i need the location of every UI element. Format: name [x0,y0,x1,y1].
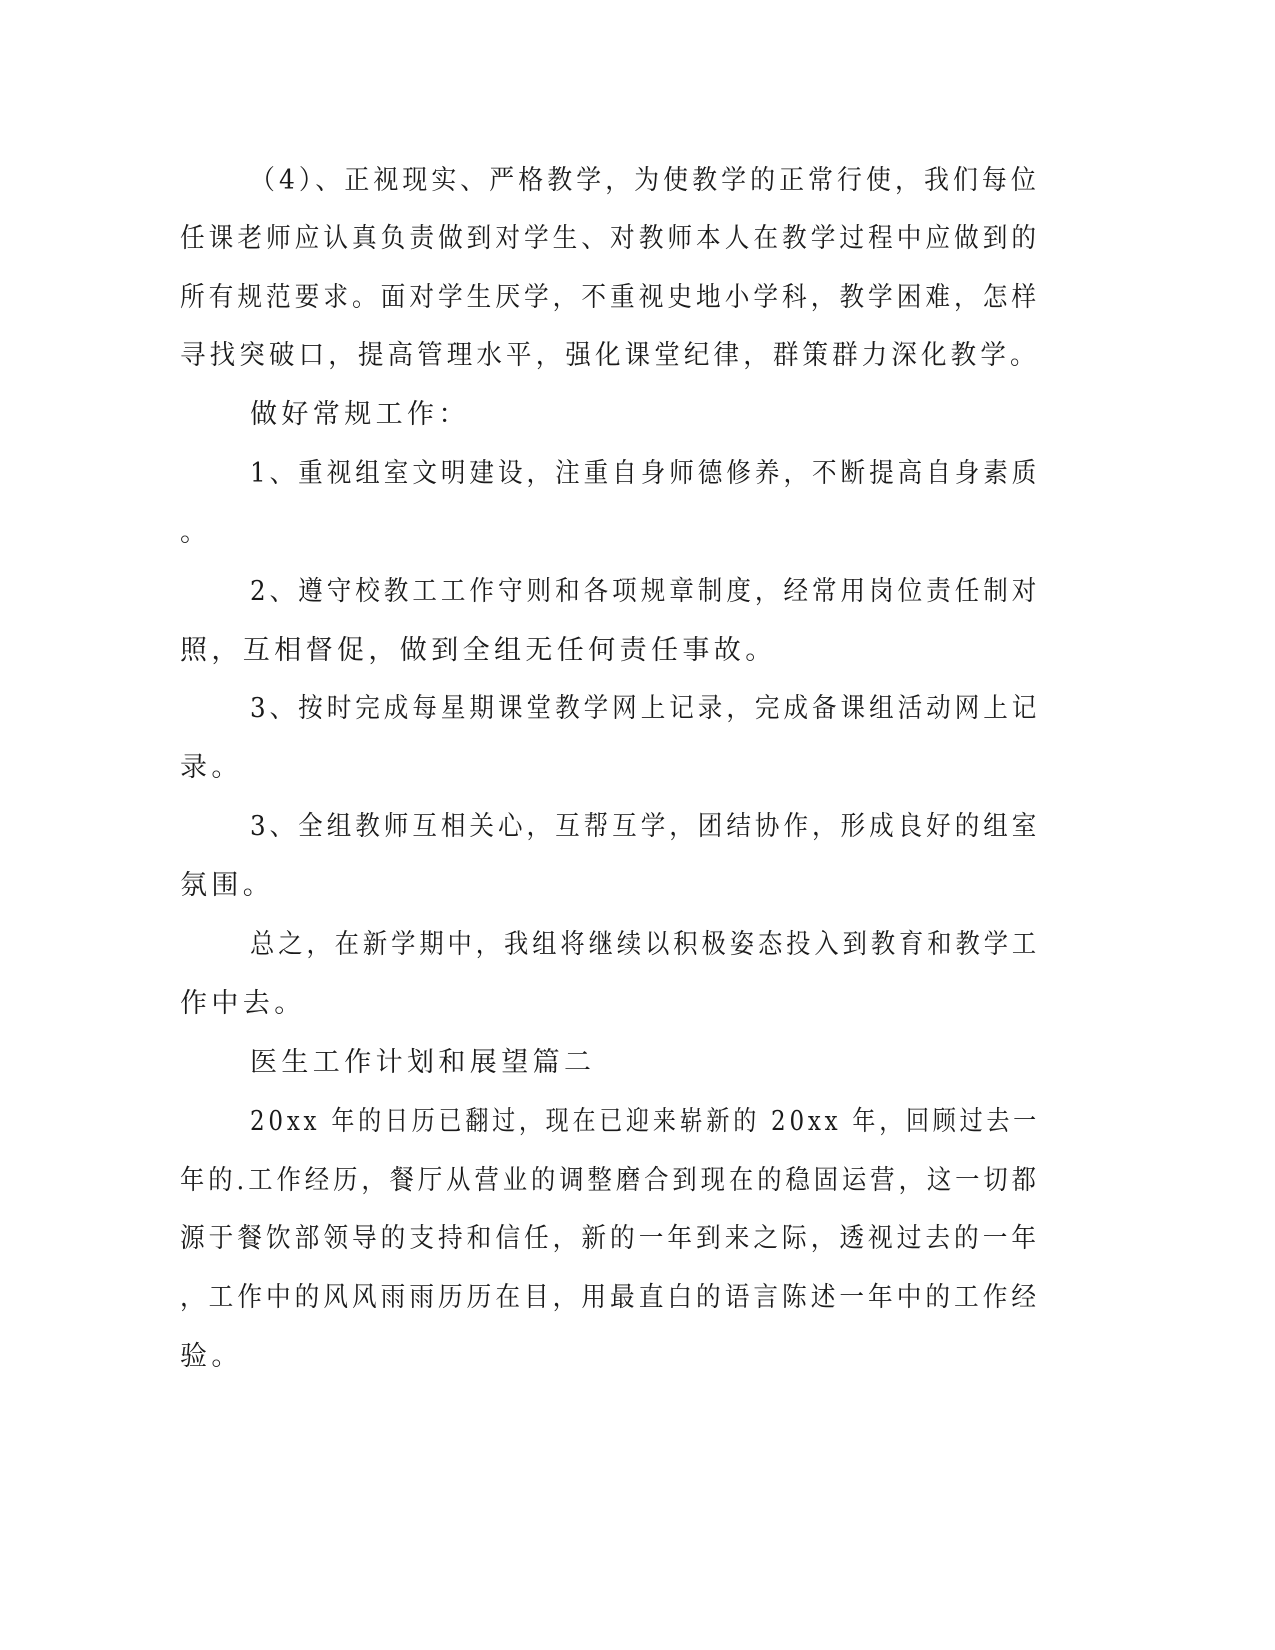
routine-work-heading: 做好常规工作： [250,399,470,430]
item-1-line-2: 。 [180,517,212,548]
intro-line-3: 源于餐饮部领导的支持和信任，新的一年到来之际，透视过去的一年 [180,1223,1041,1254]
item-2-line-1: 2、遵守校教工工作守则和各项规章制度，经常用岗位责任制对 [250,576,1041,607]
summary-line-2: 作中去。 [180,988,306,1019]
intro-line-1: 20xx 年的日历已翻过，现在已迎来崭新的 20xx 年，回顾过去一 [250,1106,1040,1137]
summary-line-1: 总之，在新学期中，我组将继续以积极姿态投入到教育和教学工 [250,929,1041,960]
item-3a-line-1: 3、按时完成每星期课堂教学网上记录，完成备课组活动网上记 [250,693,1041,724]
item-3a-line-2: 录。 [180,752,243,783]
item-3b-line-1: 3、全组教师互相关心，互帮互学，团结协作，形成良好的组室 [250,811,1041,842]
item-3b-line-2: 氛围。 [180,870,275,901]
item-2-line-2: 照，互相督促，做到全组无任何责任事故。 [180,635,777,666]
intro-line-5: 验。 [180,1341,243,1372]
paragraph-4-line-1: （4）、正视现实、严格教学，为使教学的正常行使，我们每位 [250,165,1040,196]
paragraph-4-line-2: 任课老师应认真负责做到对学生、对教师本人在教学过程中应做到的 [180,223,1041,254]
paragraph-4-line-3: 所有规范要求。面对学生厌学，不重视史地小学科，教学困难，怎样 [180,282,1041,313]
section-title: 医生工作计划和展望篇二 [250,1047,596,1078]
intro-line-2: 年的.工作经历，餐厅从营业的调整磨合到现在的稳固运营，这一切都 [180,1165,1040,1196]
intro-line-4: ，工作中的风风雨雨历历在目，用最直白的语言陈述一年中的工作经 [180,1282,1041,1313]
item-1-line-1: 1、重视组室文明建设，注重自身师德修养，不断提高自身素质 [250,458,1041,489]
paragraph-4-line-4: 寻找突破口，提高管理水平，强化课堂纪律，群策群力深化教学。 [180,340,1040,371]
